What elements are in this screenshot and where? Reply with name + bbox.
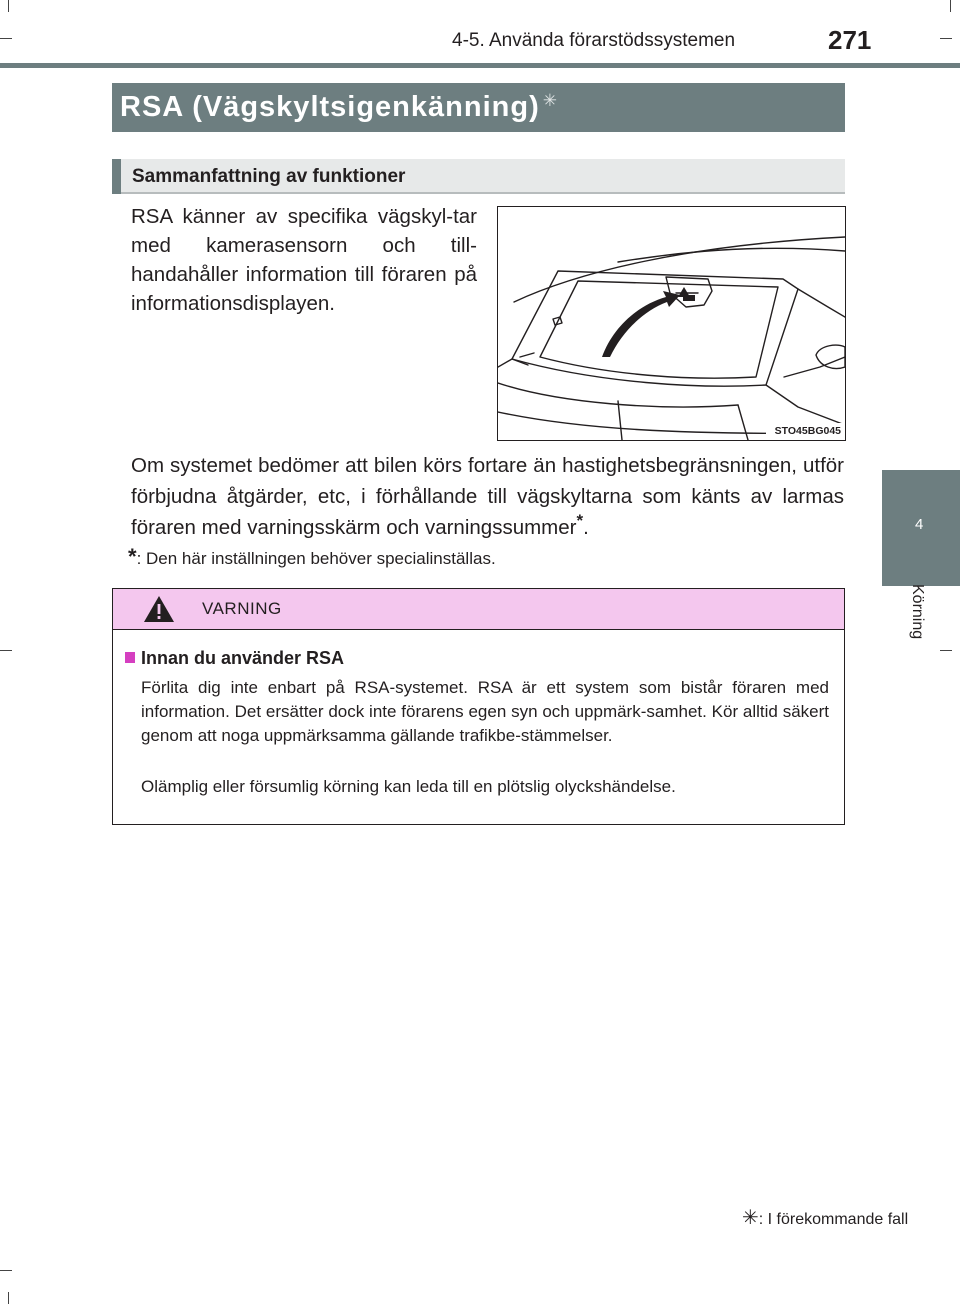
body-paragraph-end: . [583,516,589,539]
section-title: RSA (Vägskyltsigenkänning) [120,91,540,123]
warning-subheading [125,648,344,669]
section-title-bar [112,83,845,132]
warning-label: VARNING [202,599,282,618]
chapter-number: 4 [915,516,924,533]
chapter-label-box [868,580,948,660]
warning-header [113,589,844,630]
asterisk-icon: ✳ [542,91,558,110]
footnote [128,544,496,570]
bottom-footnote-text: : I förekommande fall [758,1211,909,1228]
body-paragraph [131,450,844,543]
footnote-mark: * [128,544,137,569]
subheading-accent [112,159,121,194]
asterisk-icon: ✳ [742,1207,759,1229]
header-section-title: 4-5. Använda förarstödssystemen [452,30,736,51]
footnote-text: : Den här inställningen behöver specialinställas. [136,549,496,568]
warning-paragraph-1: Förlita dig inte enbart på RSA-systemet. RSA är ett system som bistår föraren med information. Det ersätter dock inte förarens egen syn och uppmärk-samhet. Kör alltid säkert genom att noga uppmärksamma gällande trafikbe-stämmelser. [141,678,829,745]
body-paragraph-text: Om systemet bedömer att bilen körs fortare än hastighetsbegränsningen, utför förbjudna åtgärder, etc, i förhållande till vägskyltarna som känts av larmas föraren med varningsskärm och varningssummer [131,454,844,539]
windshield-illustration-svg [498,207,845,440]
chapter-tab [882,470,960,586]
square-bullet-icon [125,652,135,663]
windshield-camera-illustration [497,206,846,441]
header-rule [0,63,960,68]
intro-paragraph: RSA känner av specifika vägskyl-tar med kamerasensorn och till-handahåller information till föraren på informationsdisplayen. [131,205,477,315]
warning-box [112,588,845,825]
bottom-footnote [742,1205,908,1230]
footnote-reference-mark: * [576,511,584,531]
warning-subheading-text: Innan du använder RSA [141,648,345,668]
subheading: Sammanfattning av funktioner [132,166,406,187]
figure-code: STO45BG045 [774,425,841,437]
chapter-label: Körning [909,584,926,640]
warning-triangle-icon [143,595,175,623]
subheading-bar [112,159,845,194]
page-number: 271 [828,25,872,55]
warning-paragraph-2: Olämplig eller försumlig körning kan leda till en plötslig olyckshändelse. [141,777,676,796]
